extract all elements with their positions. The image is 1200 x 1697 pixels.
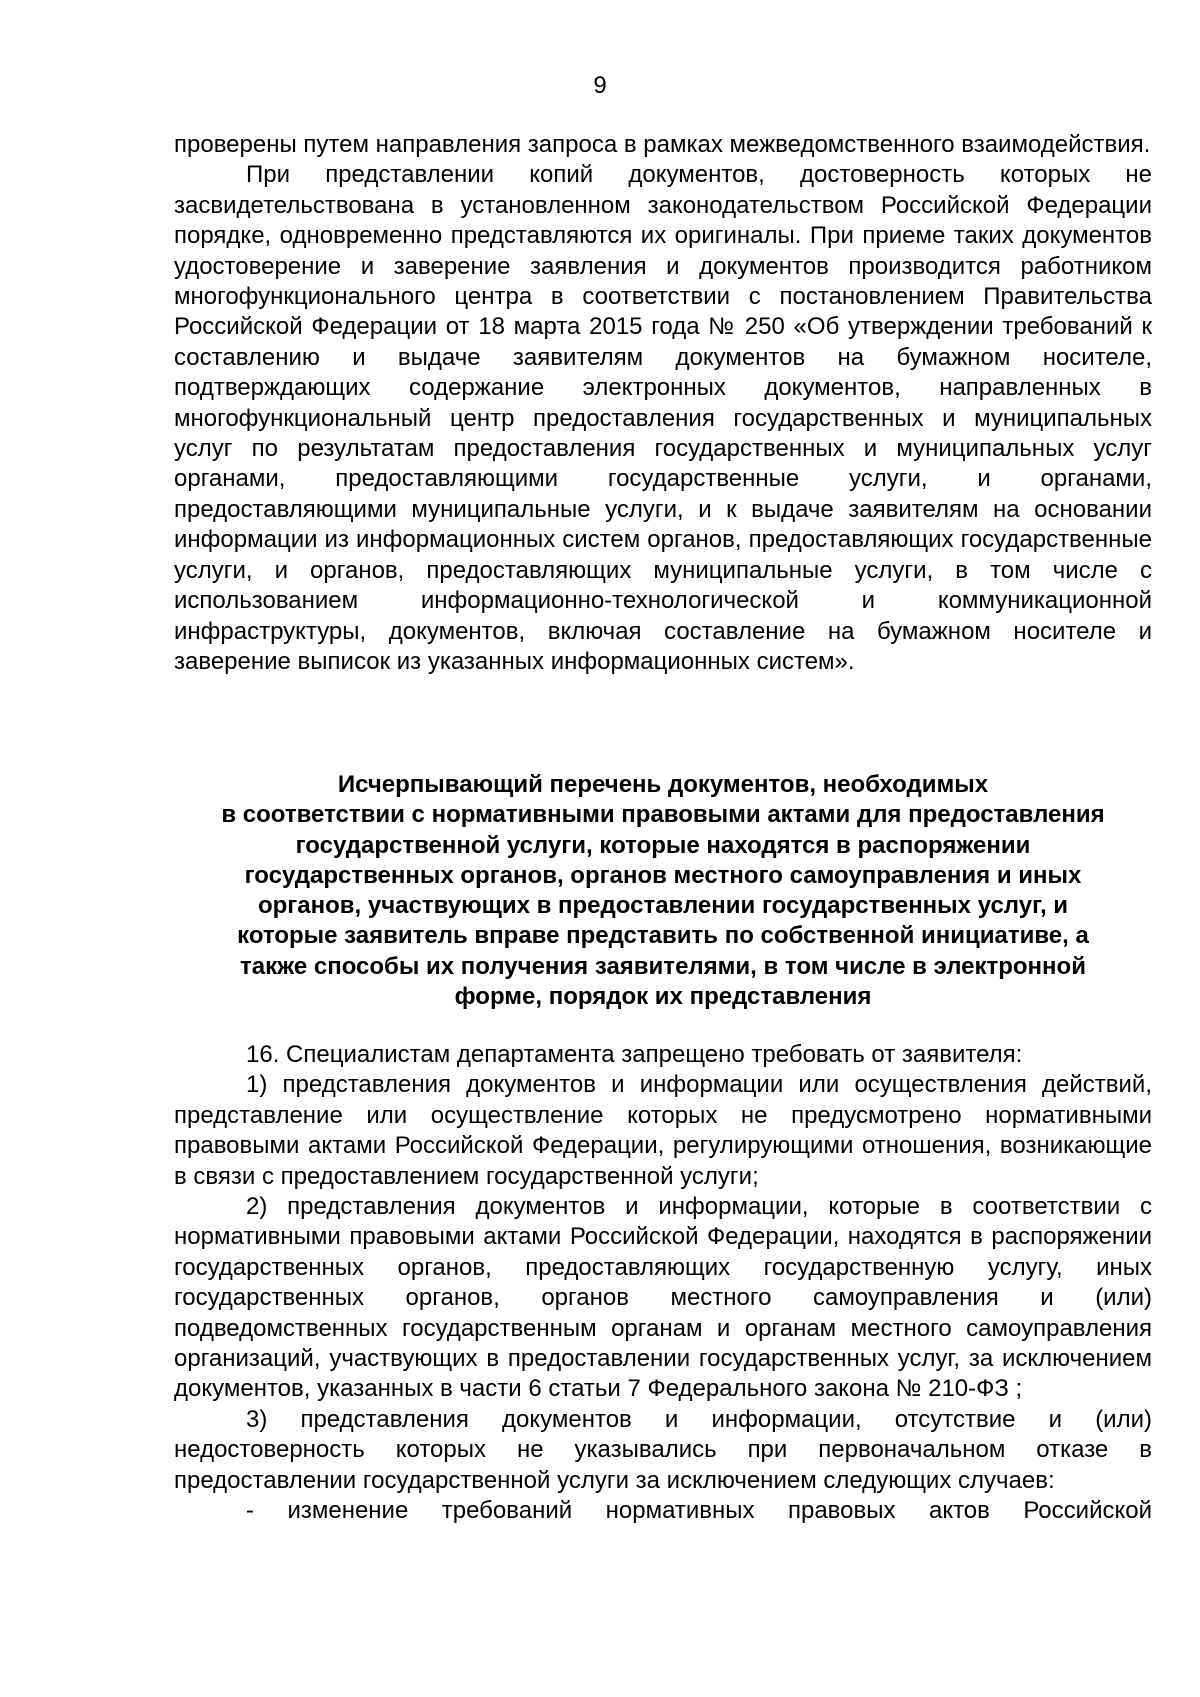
heading-line: также способы их получения заявителями, в том числе в электронной bbox=[240, 952, 1086, 980]
paragraph-item-2: 2) представления документов и информации, которые в соответствии с нормативными правовыми актами Российской Федерации, находятся в распоряжении государственных органов, предоставляющих государственную услугу, иных государственных органов, органов местного самоуправления и (или) подведомственных государственным органам и органам местного самоуправления организаций, участвующих в предоставлении государственных услуг, за исключением документов, указанных в части 6 статьи 7 Федерального закона № 210-ФЗ ; bbox=[174, 1193, 1152, 1403]
paragraph-16: 16. Специалистам департамента запрещено требовать от заявителя: bbox=[246, 1041, 1023, 1068]
paragraph-item-3: 3) представления документов и информации, отсутствие и (или) недостоверность которых не указывались при первоначальном отказе в предоставлении государственной услуги за исключением следующих случаев: bbox=[174, 1405, 1152, 1494]
heading-line: государственных органов, органов местного самоуправления и иных bbox=[244, 861, 1082, 889]
heading-line: в соответствии с нормативными правовыми актами для предоставления bbox=[221, 801, 1105, 829]
heading-line: которые заявитель вправе представить по собственной инициативе, а bbox=[237, 922, 1089, 950]
page-number: 9 bbox=[593, 72, 607, 99]
heading-line: государственной услуги, которые находятся в распоряжении bbox=[295, 831, 1031, 859]
paragraph-dash-item: - изменение требований нормативных правовых актов Российской bbox=[246, 1497, 1152, 1525]
paragraph-item-1: 1) представления документов и информации или осуществления действий, представление или осуществление которых не предусмотрено нормативными правовыми актами Российской Федерации, регулирующими отношения, возникающие в связи с предоставлением государственной услуги; bbox=[174, 1071, 1152, 1190]
heading-line: форме, порядок их представления bbox=[454, 983, 872, 1011]
section-heading bbox=[174, 770, 1152, 1012]
paragraph-continuation: проверены путем направления запроса в рамках межведомственного взаимодействия. bbox=[174, 131, 1151, 158]
paragraph-copies-originals: При представлении копий документов, достоверность которых не засвидетельствована в установленном законодательством Российской Федерации порядке, одновременно представляются их оригиналы. При приеме таких документов удостоверение и заверение заявления и документов производится работником многофункционального центра в соответствии с постановлением Правительства Российской Федерации от 18 марта 2015 года № 250 «Об утверждении требований к составлению и выдаче заявителям документов на бумажном носителе, подтверждающих содержание электронных документов, направленных в многофункциональный центр предоставления государственных и муниципальных услуг по результатам предоставления государственных и муниципальных услуг органами, предоставляющими государственные услуги, и органами, предоставляющими муниципальные услуги, и к выдаче заявителям на основании информации из информационных систем органов, предоставляющих государственные услуги, и органов, предоставляющих муниципальные услуги, в том числе с использованием информационно-технологической и коммуникационной инфраструктуры, документов, включая составление на бумажном носителе и заверение выписок из указанных информационных систем». bbox=[174, 161, 1152, 675]
heading-line: органов, участвующих в предоставлении государственных услуг, и bbox=[257, 892, 1069, 920]
section-text bbox=[174, 1040, 1152, 1527]
heading-line: Исчерпывающий перечень документов, необходимых bbox=[337, 771, 989, 798]
intro-text bbox=[174, 130, 1152, 677]
